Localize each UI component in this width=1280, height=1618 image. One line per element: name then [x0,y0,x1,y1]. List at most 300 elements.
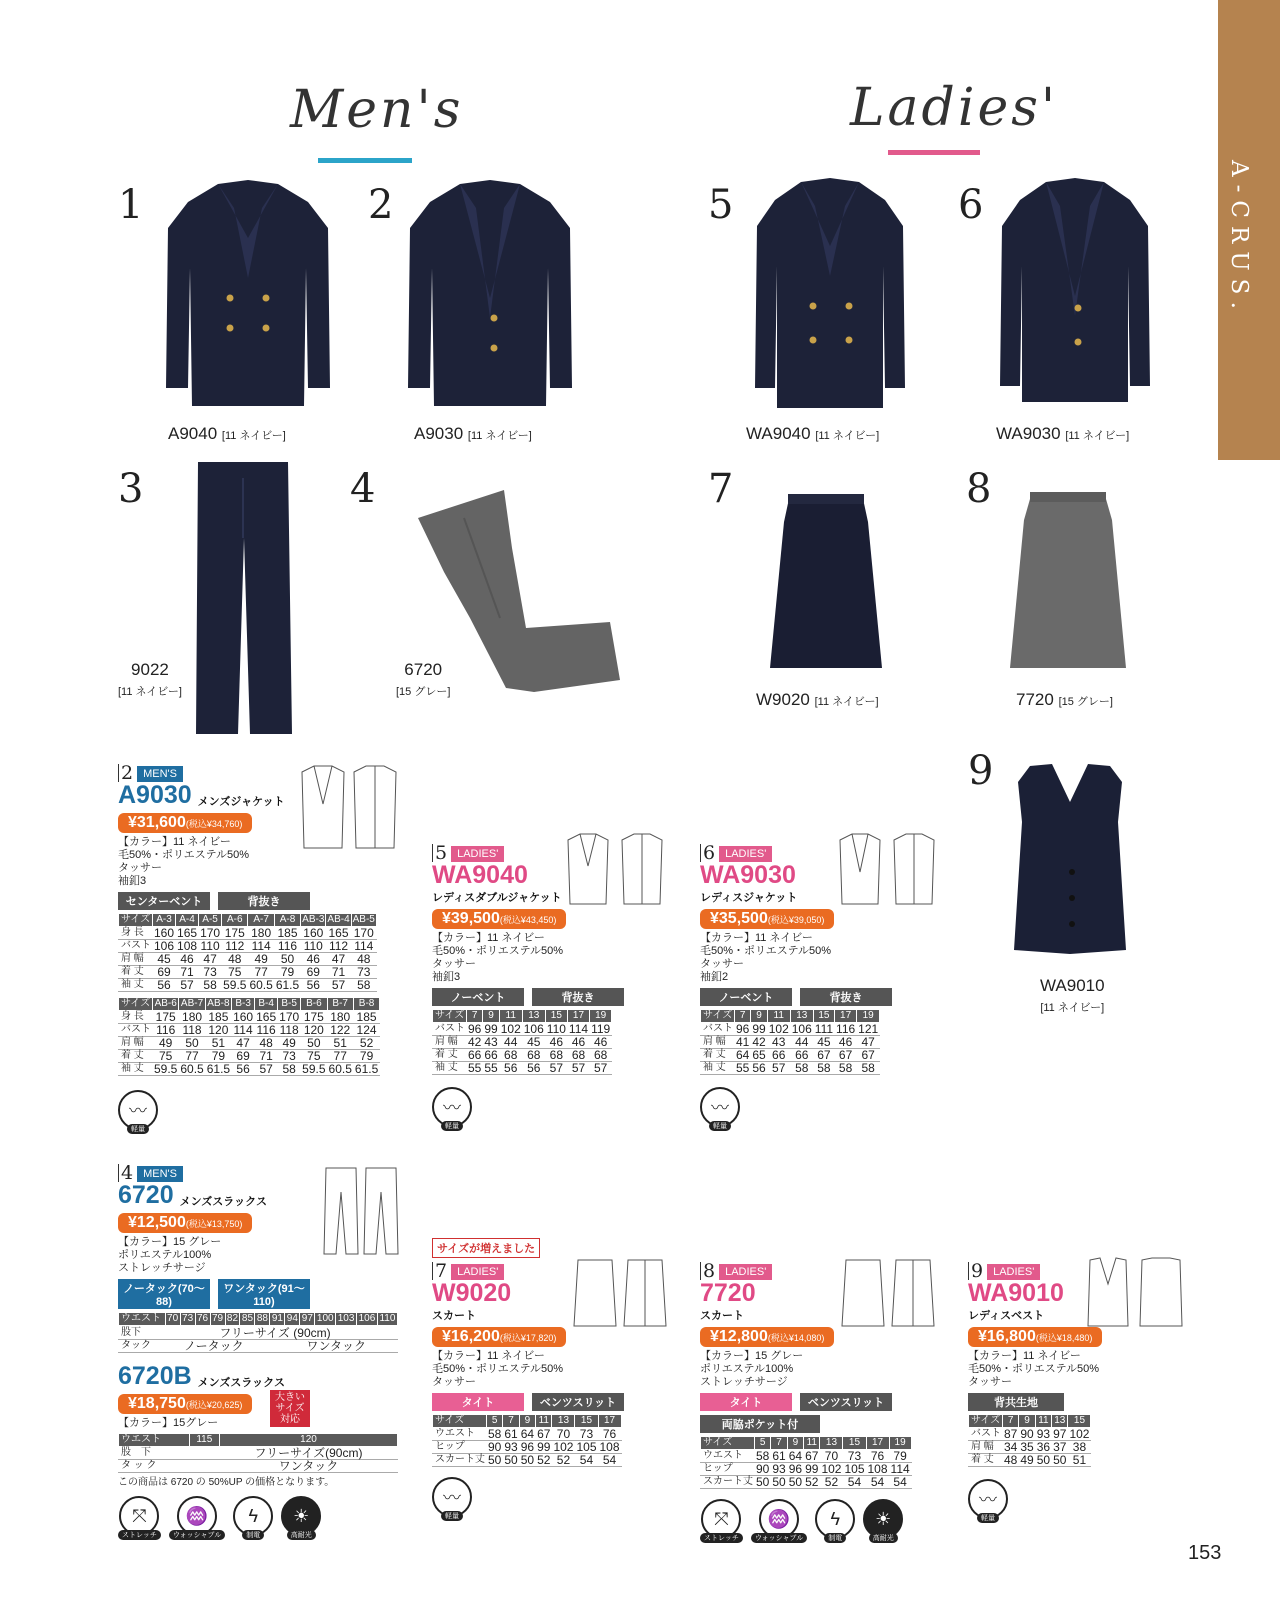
table-cell: 185 [274,927,300,940]
product-name: レディスジャケット [700,892,798,904]
table-cell: 102 [1069,1427,1090,1441]
table-cell: フリーサイズ (90cm) [153,1327,398,1340]
table-cell: 50 [504,1453,518,1467]
size-table [118,1312,398,1326]
table-cell: AB-6 [153,998,179,1011]
table-cell: 13 [522,1010,545,1023]
section-number: 2 [118,764,133,782]
table-cell: 90 [488,1440,502,1454]
price: ¥12,800 [710,1328,768,1345]
spec-list [432,932,662,984]
table-cell: 185 [353,1011,379,1024]
section-number: 9 [968,1262,983,1280]
table-cell: 106 [357,1313,378,1326]
table-cell: 68 [499,1049,522,1062]
category-tag: MEN'S [137,1166,183,1182]
table-cell: 124 [353,1024,379,1037]
table-cell: 50 [179,1037,205,1050]
option-label: センターベント [118,892,210,910]
table-cell: 47 [857,1036,880,1049]
light-icon-badge [432,1087,472,1131]
table-cell: 114 [248,940,274,953]
table-cell: 着 丈 [969,1454,1003,1467]
lightfast-icon: ☀ [863,1499,903,1539]
caption-color: [11 ネイビー] [815,430,880,442]
table-cell: 着 丈 [119,1050,153,1063]
price-badge [968,1327,1102,1347]
table-cell: 102 [500,1022,521,1036]
spec-line: タッサー [432,958,476,970]
icon-label: 軽量 [441,1121,463,1131]
table-cell: 75 [301,1050,327,1063]
mens-header: Men's [290,80,464,140]
washable-icon-badge [751,1499,807,1543]
table-row [433,1415,622,1428]
icon-label: 制電 [824,1533,846,1543]
spec-line: 袖釦3 [432,971,461,983]
table-cell: 79 [205,1050,231,1063]
table-cell: 17 [598,1415,621,1428]
table-cell: 50 [1053,1453,1067,1467]
table-cell: A-3 [153,914,176,927]
table-cell: 68 [522,1049,545,1062]
item-number-9: 9 [968,748,994,794]
table-cell: 58 [351,979,376,992]
spec-line: 毛50%・ポリエステル50% [968,1363,1100,1375]
table-cell: 114 [351,940,376,953]
table-cell: 13 [552,1415,575,1428]
spec-line: ストレッチサージ [700,1376,788,1388]
photo-a9030-jacket [400,178,580,414]
spec-line: タッサー [700,958,744,970]
option-label: 両脇ポケット付 [700,1415,820,1433]
antistatic-icon: ϟ [233,1496,273,1536]
table-cell: 50 [301,1037,327,1050]
table-cell: 肩 幅 [119,953,153,966]
table-cell: 56 [522,1062,545,1075]
photo-a9040-jacket [158,178,338,414]
icon-label: 軽量 [441,1511,463,1521]
caption-color: [11 ネイビー] [1040,1002,1105,1014]
table-cell: 肩 幅 [433,1036,467,1049]
table-cell: 70 [167,1313,179,1324]
table-cell: 73 [575,1428,598,1441]
table-cell: 57 [255,1063,278,1076]
table-cell: B-7 [327,998,353,1011]
table-cell: A-6 [222,914,248,927]
table-cell: 116 [256,1023,276,1037]
photo-wa9010-vest [1010,762,1130,956]
table-cell: 58 [813,1062,834,1075]
table-cell: 51 [327,1037,353,1050]
price: ¥12,500 [128,1214,186,1231]
table-cell: 57 [590,1062,612,1075]
table-cell: 着 丈 [433,1049,467,1062]
price-tax: (税込¥13,750) [185,1219,243,1229]
table-cell: 66 [484,1048,498,1062]
table-cell: 58 [488,1427,502,1441]
table-row [119,1063,380,1076]
table-cell: 76 [598,1428,621,1441]
table-cell: 102 [768,1022,789,1036]
spec-line: 【カラー】11 ネイビー [700,932,813,944]
table-cell: 99 [537,1440,551,1454]
table-cell: 52 [537,1453,551,1467]
table-cell: 61 [772,1449,786,1463]
spec-line: ポリエステル100% [118,1249,212,1261]
caption-color: [11 ネイビー] [221,430,286,442]
product-name: レディスベスト [968,1310,1045,1322]
table-cell: サイズ [969,1415,1003,1428]
table-cell: バスト [119,940,153,953]
table-cell: スカート丈 [433,1454,487,1467]
table-cell: 51 [205,1037,231,1050]
table-row [119,998,380,1011]
table-cell: 114 [890,1462,910,1476]
spec-line: 【カラー】11 ネイビー [118,836,231,848]
product-name: メンズスラックス [179,1196,267,1208]
table-cell: 46 [176,953,199,966]
table-cell: ノータック [153,1340,276,1353]
option-label: ノータック(70〜88) [118,1279,210,1309]
icon-label: ウォッシャブル [751,1533,807,1543]
table-cell: 96 [788,1462,803,1476]
feature-icons [700,1499,930,1543]
washable-icon: ♒ [177,1496,217,1536]
table-cell: 119 [591,1022,611,1036]
caption-code: 7720 [1016,690,1054,709]
table-cell: 61.5 [275,978,300,992]
table-cell: 165 [256,1010,277,1024]
price: ¥16,800 [978,1328,1036,1345]
table-cell: 56 [752,1061,766,1075]
table-cell: 48 [255,1037,278,1050]
table-cell: B-8 [353,998,379,1011]
new-size-tag: サイズが増えました [432,1238,540,1258]
section-6720 [118,1164,408,1540]
table-cell: タ ッ ク [119,1460,220,1473]
table-cell: ウエスト [701,1450,755,1463]
option-label: タイト [700,1393,792,1411]
price-badge [118,1213,252,1233]
table-cell: 56 [153,979,176,992]
washable-icon: ♒ [759,1499,799,1539]
table-cell: 13 [790,1010,813,1023]
icon-label: 高耐光 [287,1530,316,1540]
table-cell: 45 [153,953,176,966]
section-a9030 [118,764,408,1134]
price-badge [700,1327,834,1347]
table-cell: 120 [220,1434,398,1447]
table-cell: 43 [767,1036,790,1049]
table-cell: B-4 [255,998,278,1011]
option-label: ベンツスリット [800,1393,892,1411]
brand-tab-text: A-CRUS. [1226,160,1252,317]
table-cell: 105 [576,1440,597,1454]
table-cell: 55 [484,1061,498,1075]
table-cell: 118 [279,1023,299,1037]
table-cell: 11 [499,1010,522,1023]
price-badge [118,1394,252,1414]
table-cell: B-6 [301,998,327,1011]
table-row [433,1010,612,1023]
table-cell: 46 [545,1036,567,1049]
table-cell: 165 [326,927,351,940]
table-cell: 87 [1004,1427,1018,1441]
light-icon: 〰 [432,1477,472,1517]
table-cell: 160 [233,1010,254,1024]
table-cell: 75 [222,966,248,979]
table-cell: 袖 丈 [701,1062,735,1075]
table-cell: 90 [756,1462,770,1476]
table-row [701,1049,880,1062]
table-cell: 股下 [119,1327,153,1340]
table-cell: 59.5 [223,978,247,992]
table-row [969,1428,1091,1441]
table-cell: A-7 [248,914,274,927]
option-label: 背抜き [800,988,892,1006]
size-table [118,997,380,1076]
caption-a9040 [168,424,286,444]
table-cell: 69 [153,966,176,979]
table-cell: 46 [567,1036,589,1049]
table-cell: サイズ [119,998,153,1011]
section-7720 [700,1262,930,1543]
size-table [118,913,377,992]
table-cell: 11 [1035,1415,1051,1428]
table-cell: 122 [327,1024,353,1037]
table-row [119,1024,380,1037]
table-row [969,1454,1091,1467]
photo-wa9040-jacket [745,176,915,416]
table-cell: 11 [767,1010,790,1023]
table-cell: 105 [844,1462,865,1476]
table-cell: 9 [519,1415,535,1428]
table-cell: 85 [241,1313,254,1324]
table-cell: 112 [326,940,351,953]
table-cell: 54 [866,1476,889,1489]
table-cell: 64 [520,1427,535,1441]
table-cell: 身 長 [119,1011,153,1024]
icon-label: 軽量 [127,1124,149,1134]
product-code: WA9030 [700,861,796,889]
size-table [118,1433,398,1473]
table-cell: 108 [867,1462,888,1476]
caption-7720 [1016,690,1113,710]
table-cell: 37 [1053,1440,1067,1454]
table-cell: 106 [791,1022,812,1036]
table-cell: 106 [523,1022,544,1036]
table-cell: 99 [484,1022,498,1036]
table-cell: サイズ [701,1010,735,1023]
table-cell: 59.5 [302,1062,326,1076]
spec-line: 袖釦3 [118,875,147,887]
table-cell: バスト [969,1428,1003,1441]
table-cell: 110 [301,940,326,953]
photo-9022-slacks [188,458,298,738]
product-name: スカート [700,1310,744,1322]
table-cell: ウエスト [433,1428,487,1441]
table-cell: 58 [835,1062,857,1075]
table-cell: B-5 [278,998,301,1011]
table-cell: 69 [232,1050,255,1063]
size-table [700,1436,912,1489]
table-cell: 112 [222,940,248,953]
option-label: 背共生地 [968,1393,1064,1411]
caption-code: WA9030 [996,424,1061,443]
product-code: WA9040 [432,861,528,889]
icon-label: 軽量 [977,1513,999,1523]
spec-list [118,836,408,888]
table-cell: 47 [232,1037,255,1050]
table-cell: 180 [248,927,274,940]
table-cell: 11 [804,1437,820,1450]
table-cell: 46 [301,953,326,966]
table-cell: 肩 幅 [119,1037,153,1050]
caption-a9030 [414,424,532,444]
light-icon-badge [968,1479,1008,1523]
product-code: 7720 [700,1279,756,1307]
table-cell: 56 [301,979,326,992]
caption-wa9010 [1040,976,1105,1016]
item-number-4: 4 [350,466,376,512]
washable-icon-badge [169,1496,225,1540]
caption-code: 6720 [404,660,443,679]
lightfast-icon: ☀ [281,1496,321,1536]
table-cell: 50 [788,1475,803,1489]
caption-code: W9020 [756,690,810,709]
table-cell: 114 [568,1022,589,1036]
table-cell: 57 [545,1062,567,1075]
table-cell: 65 [752,1048,766,1062]
table-cell: 身 長 [119,927,153,940]
antistatic-icon-badge [233,1496,273,1540]
table-cell: B-3 [232,998,255,1011]
page-number: 153 [1188,1542,1222,1564]
table-cell: 49 [1020,1453,1034,1467]
stretch-icon-badge [118,1496,161,1540]
table-row [119,940,377,953]
table-cell: 55 [468,1061,482,1075]
option-label: ノーベント [700,988,792,1006]
table-cell: 116 [274,940,300,953]
table-row [701,1010,880,1023]
table-cell: 5 [487,1415,503,1428]
table-cell: 57 [567,1062,589,1075]
table-cell: 108 [599,1440,620,1454]
caption-color: [15 グレー] [396,686,451,698]
table-row [433,1036,612,1049]
table-cell: 48 [351,953,376,966]
product-name: メンズジャケット [197,796,285,808]
feature-icons [118,1496,408,1540]
table-cell: 着 丈 [701,1049,735,1062]
table-cell: 58 [278,1063,301,1076]
size-table [968,1414,1091,1467]
spec-line: タッサー [118,862,162,874]
spec-line: 【カラー】15グレー [118,1417,219,1429]
table-cell: 69 [301,966,326,979]
table-cell: 13 [820,1437,843,1450]
price: ¥16,200 [442,1328,500,1345]
spec-list [700,1350,930,1389]
spec-list [118,1236,408,1275]
table-row [119,966,377,979]
table-cell: 52 [552,1454,575,1467]
table-row [433,1454,622,1467]
option-label: 背抜き [532,988,624,1006]
table-cell: A-4 [176,914,199,927]
table-cell: 160 [154,926,175,940]
table-cell: 着 丈 [119,966,153,979]
table-cell: 54 [843,1476,866,1489]
table-cell: 120 [301,1024,327,1037]
product-code: A9030 [118,781,192,809]
table-row [701,1437,912,1450]
table-cell: ウエスト [119,1313,166,1326]
caption-code: A9030 [414,424,464,443]
spec-list [700,932,930,984]
table-cell: 67 [835,1049,857,1062]
category-tag: LADIES' [987,1264,1040,1280]
product-code: W9020 [432,1279,512,1307]
table-cell: 111 [814,1022,834,1036]
table-cell: 34 [1004,1440,1018,1454]
table-cell: 44 [790,1036,813,1049]
table-cell: 7 [1003,1415,1019,1428]
table-cell: タック [119,1340,153,1353]
option-label: ベンツスリット [532,1393,624,1411]
table-cell: サイズ [119,914,153,927]
table-cell: 56 [232,1063,255,1076]
table-cell: 57 [176,979,199,992]
table-row [119,1037,380,1050]
icon-label: 高耐光 [869,1533,898,1543]
table-cell: 99 [752,1022,766,1036]
spec-line: 毛50%・ポリエステル50% [432,1363,564,1375]
table-cell: 57 [326,979,351,992]
table-cell: 11 [536,1415,552,1428]
stretch-icon-badge [700,1499,743,1543]
option-label: ノーベント [432,988,524,1006]
item-number-2: 2 [368,182,394,228]
section-wa9010 [968,1262,1188,1523]
table-row [969,1415,1091,1428]
table-cell: 73 [351,966,376,979]
table-cell: 袖 丈 [119,979,153,992]
table-cell: 114 [233,1023,253,1037]
table-row [433,1023,612,1036]
spec-line: 【カラー】11 ネイビー [432,932,545,944]
table-row [119,1050,380,1063]
light-icon: 〰 [700,1087,740,1127]
option-label: ワンタック(91〜110) [218,1279,310,1309]
icon-label: 軽量 [709,1121,731,1131]
table-row [433,1049,612,1062]
table-cell: サイズ [433,1010,467,1023]
table-cell: 108 [177,939,198,953]
product-code: 6720B [118,1362,192,1390]
table-row [433,1428,622,1441]
table-cell: 79 [353,1050,379,1063]
table-cell: 50 [772,1475,786,1489]
table-cell: 55 [736,1061,750,1075]
table-cell: ワンタック [275,1340,397,1353]
table-cell: 15 [1068,1415,1091,1428]
table-cell: 67 [537,1427,551,1441]
brand-tab [1218,0,1280,460]
table-row [119,953,377,966]
